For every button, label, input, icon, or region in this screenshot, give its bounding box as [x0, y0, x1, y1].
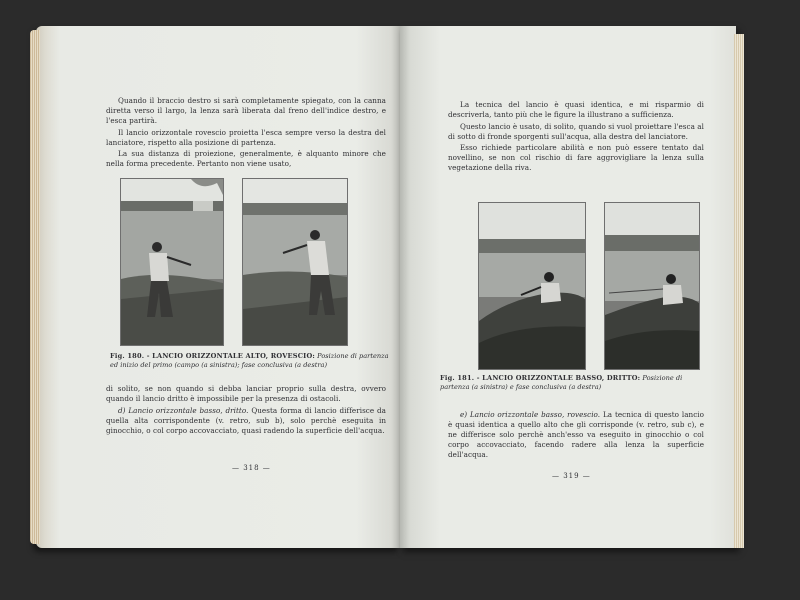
- photo-fig181-right: [604, 202, 700, 370]
- paragraph: Il lancio orizzontale rovescio proietta l'esca sempre verso la destra del lanciatore, rispetto alla posizione di partenza.: [106, 127, 386, 147]
- section-text: La tecnica di questo lancio è quasi identica a quello alto che gli corrisponde (v. retro, sub c), e ne differisce solo perchè anch'esso va eseguito in ginocchio o col corpo accovacciato, facendo radere alla lenza la superficie dell'acqua.: [448, 410, 705, 459]
- paragraph: La sua distanza di proiezione, generalmente, è alquanto minore che nella forma precedente. Pertanto non viene usato,: [106, 149, 386, 168]
- section-head: d) Lancio orizzontale basso, dritto.: [118, 405, 249, 415]
- page-number: — 318 —: [232, 464, 271, 472]
- figure-detail: Posizione di partenza (a sinistra) e fase conclusiva (a destra): [440, 374, 683, 391]
- section-paragraph: [448, 410, 704, 460]
- right-bottom-text: [448, 410, 704, 462]
- photo-fig180-right: [242, 178, 348, 346]
- figure-label: Fig. 180. - LANCIO ORIZZONTALE ALTO, ROVESCIO:: [110, 352, 316, 360]
- paragraph: La tecnica del lancio è quasi identica, e mi risparmio di descriverla, tanto più che le figure la illustrano a sufficienza.: [448, 100, 704, 119]
- left-bottom-text: [106, 384, 386, 437]
- figure-181-caption: [440, 374, 706, 392]
- figure-180-photos: [120, 178, 348, 346]
- figure-181-photos: [478, 202, 700, 370]
- right-top-text: [448, 100, 704, 175]
- paragraph: Questo lancio è usato, di solito, quando si vuol proiettare l'esca al di sotto di fronde sporgenti sull'acqua, alla destra del lanciatore.: [448, 121, 704, 141]
- figure-180-caption: [110, 352, 392, 370]
- section-text: Questa forma di lancio differisce da quella alta corrispondente (v. retro, sub b), solo perchè eseguita in ginocchio, o col corpo accovacciato, quasi radendo la superficie dell'acqua.: [106, 405, 386, 435]
- left-page: [36, 26, 400, 548]
- open-book: [36, 26, 736, 548]
- left-top-text: [106, 96, 386, 171]
- paragraph: Quando il braccio destro si sarà completamente spiegato, con la canna diretta verso il largo, la lenza sarà liberata dal freno dell'indice destro, e l'esca partirà.: [106, 96, 386, 125]
- paragraph: Esso richiede particolare abilità e non può essere tentato dal novellino, se non col rischio di fare aggrovigliare la lenza sulla vegetazione della riva.: [448, 143, 704, 172]
- section-paragraph: [106, 406, 386, 436]
- right-page: [400, 26, 736, 548]
- photo-fig181-left: [478, 202, 586, 370]
- paragraph: di solito, se non quando si debba lanciar proprio sulla destra, ovvero quando il lancio dritto è impossibile per la presenza di ostacoli.: [106, 384, 386, 403]
- photo-fig180-left: [120, 178, 224, 346]
- figure-detail: Posizione di partenza ed inizio del primo (campo (a sinistra); fase conclusiva (a destra): [110, 352, 389, 369]
- page-number: — 319 —: [552, 472, 591, 480]
- section-head: e) Lancio orizzontale basso, rovescio.: [460, 410, 601, 419]
- figure-label: Fig. 181. - LANCIO ORIZZONTALE BASSO, DRITTO:: [440, 374, 641, 382]
